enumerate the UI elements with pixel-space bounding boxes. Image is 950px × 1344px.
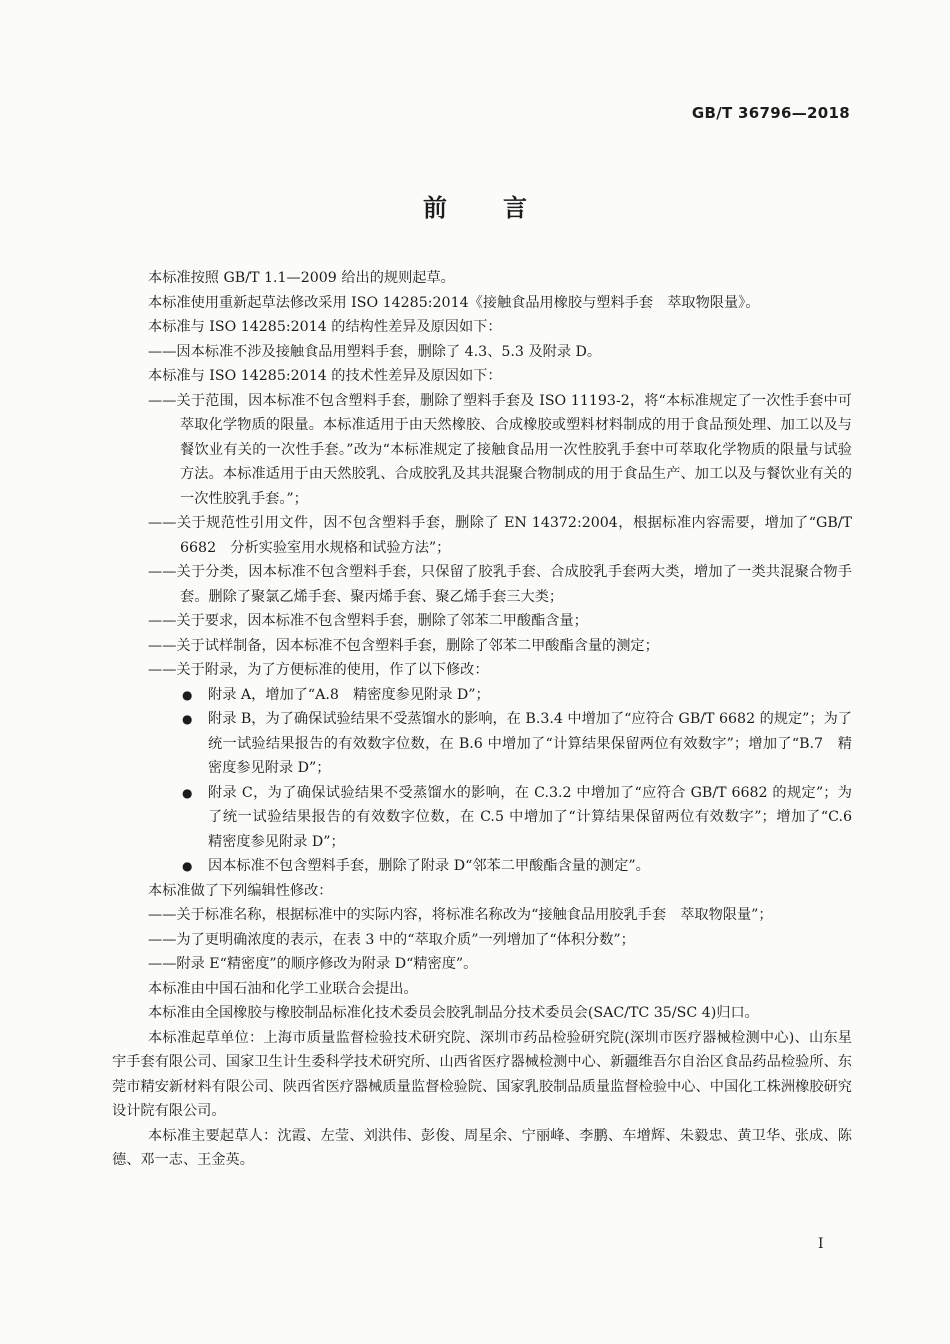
paragraph: 本标准使用重新起草法修改采用 ISO 14285:2014《接触食品用橡胶与塑料手套 萃取物限量》。 [148, 294, 760, 311]
bullet-icon: ● [182, 712, 193, 726]
dash-item: ——因本标准不涉及接触食品用塑料手套，删除了 4.3、5.3 及附录 D。 [148, 343, 602, 360]
bullet-item [112, 781, 867, 855]
bullet-icon: ● [182, 859, 193, 873]
dash-item: ——关于试样制备，因本标准不包含塑料手套，删除了邻苯二甲酸酯含量的测定； [148, 637, 659, 654]
paragraph: 本标准与 ISO 14285:2014 的结构性差异及原因如下： [148, 319, 502, 335]
dash-item: ——关于分类，因本标准不包含塑料手套，只保留了胶乳手套、合成胶乳手套两大类，增加了一类共混聚合物手套。删除了聚氯乙烯手套、聚丙烯手套、聚乙烯手套三大类； [148, 564, 852, 605]
bullet-text: 因本标准不包含塑料手套，删除了附录 D“邻苯二甲酸酯含量的测定”。 [208, 858, 650, 874]
bullet-item [112, 854, 852, 879]
bullet-text: 附录 B，为了确保试验结果不受蒸馏水的影响，在 B.3.4 中增加了“应符合 GB/T 6682 的规定”；为了统一试验结果报告的有效数字位数，在 B.6 中增加了“计算结果保留两位有效数字”；增加了“B.7 精密度参见附录 D”； [208, 711, 852, 776]
paragraph: 本标准由全国橡胶与橡胶制品标准化技术委员会胶乳制品分技术委员会(SAC/TC 35/SC 4)归口。 [148, 1005, 759, 1021]
bullet-icon: ● [182, 687, 193, 702]
paragraph: 本标准由中国石油和化学工业联合会提出。 [148, 980, 418, 997]
dash-item: ——为了更明确浓度的表示，在表 3 中的“萃取介质”一列增加了“体积分数”； [148, 931, 635, 948]
bullet-text: 附录 C，为了确保试验结果不受蒸馏水的影响，在 C.3.2 中增加了“应符合 GB/T 6682 的规定”；为了统一试验结果报告的有效数字位数，在 C.5 中增加了“计算结果保留两位有效数字”；增加了“C.6 精密度参见附录 D”； [208, 784, 867, 850]
bullet-text: 附录 A，增加了“A.8 精密度参见附录 D”； [208, 686, 490, 703]
paragraph: 本标准主要起草人：沈霞、左莹、刘洪伟、彭俊、周星余、宁丽峰、李鹏、车增辉、朱毅忠、黄卫华、张成、陈德、邓一志、王金英。 [112, 1127, 852, 1168]
paragraph: 本标准起草单位：上海市质量监督检验技术研究院、深圳市药品检验研究院(深圳市医疗器械检测中心)、山东星宇手套有限公司、国家卫生计生委科学技术研究所、山西省医疗器械检测中心、新疆维吾尔自治区食品药品检验所、东莞市精安新材料有限公司、陕西省医疗器械质量监督检验院、国家乳胶制品质量监督检验中心、中国化工株洲橡胶研究设计院有限公司。 [112, 1029, 852, 1119]
bullet-icon: ● [182, 785, 193, 800]
paragraph: 本标准与 ISO 14285:2014 的技术性差异及原因如下： [148, 368, 502, 384]
bullet-item [112, 707, 852, 781]
dash-item: ——关于标准名称，根据标准中的实际内容，将标准名称改为“接触食品用胶乳手套 萃取物限量”； [148, 907, 773, 923]
paragraph: 本标准按照 GB/T 1.1—2009 给出的规则起草。 [148, 270, 455, 286]
dash-item: ——关于要求，因本标准不包含塑料手套，删除了邻苯二甲酸酯含量； [148, 613, 588, 629]
paragraph: 本标准做了下列编辑性修改： [148, 882, 333, 899]
dash-item: ——关于范围，因本标准不包含塑料手套，删除了塑料手套及 ISO 11193-2，将“本标准规定了一次性手套中可萃取化学物质的限量。本标准适用于由天然橡胶、合成橡胶或塑料材料制成的用于食品预处理、加工以及与餐饮业有关的一次性手套。”改为“本标准规定了接触食品用一次性胶乳手套中可萃取化学物质的限量与试验方法。本标准适用于由天然胶乳、合成胶乳及其共混聚合物制成的用于食品生产、加工以及与餐饮业有关的一次性胶乳手套。”； [148, 392, 852, 507]
dash-item: ——关于附录，为了方便标准的使用，作了以下修改： [148, 662, 489, 678]
dash-item: ——关于规范性引用文件，因不包含塑料手套，删除了 EN 14372:2004，根据标准内容需要，增加了“GB/T 6682 分析实验室用水规格和试验方法”； [148, 515, 852, 556]
foreword-body [112, 266, 867, 1173]
dash-item: ——附录 E“精密度”的顺序修改为附录 D“精密度”。 [148, 956, 478, 972]
page-number: I [818, 1236, 824, 1252]
page-title: 前言 [423, 194, 583, 222]
bullet-item [112, 683, 852, 708]
standard-code: GB/T 36796—2018 [691, 104, 850, 122]
